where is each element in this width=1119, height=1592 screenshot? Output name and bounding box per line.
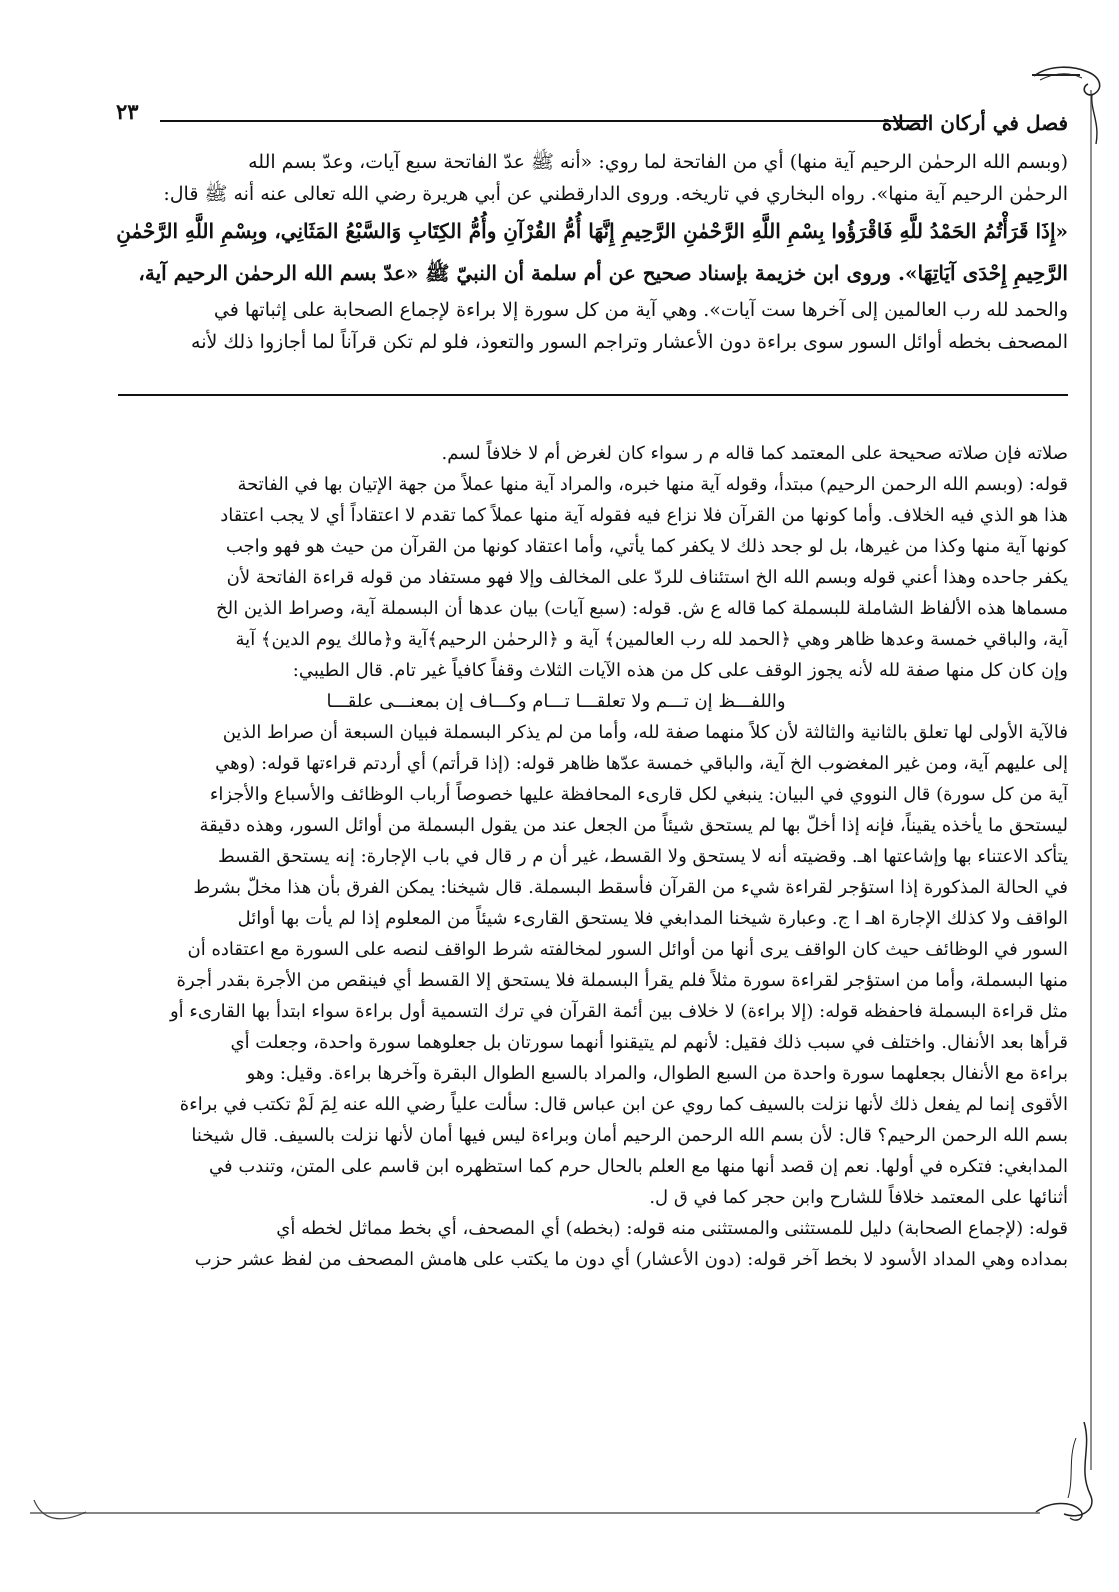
matn-line: الرحمٰن الرحيم آية منها». رواه البخاري في تاريخه. وروى الدارقطني عن أبي هريرة رضي الله تعالى عنه أنه ﷺ قال: [163, 183, 1068, 205]
matn-text-block [104, 146, 1068, 358]
page-number: ٢٣ [116, 99, 139, 124]
commentary-line: مسماها هذه الألفاظ الشاملة للبسملة كما قاله ع ش. قوله: (سبع آيات) بيان عدها أن البسملة آية، وصراط الذين الخ [216, 598, 1068, 619]
poem-verse: واللفـــظ إن تـــم ولا تعلقـــا تـــام وكـــاف إن بمعنـــى علقـــا [326, 691, 786, 712]
running-header [116, 95, 1068, 135]
commentary-line: ليستحق ما يأخذه يقيناً، فإنه إذا أخلّ بها لم يستحق شيئاً من الجعل عند من يقول البسملة من أوائل السور، وهذه دقيقة [199, 815, 1068, 836]
commentary-line: وإن كان كل منها صفة لله لأنه يجوز الوقف على كل من هذه الآيات الثلاث وقفاً كافياً غير تام. قال الطيبي: [292, 660, 1068, 681]
commentary-line: صلاته فإن صلاته صحيحة على المعتمد كما قاله م ر سواء كان لغرض أم لا خلافاً لسم. [441, 443, 1068, 464]
commentary-line: قوله: (لإجماع الصحابة) دليل للمستثنى والمستثنى منه قوله: (بخطه) أي المصحف، أي بخط مماثل لخطه أي [276, 1218, 1068, 1239]
commentary-line: كونها آية منها وكذا من غيرها، بل لو جحد ذلك لا يكفر كما يأتي، وأما اعتقاد كونها من القرآن من حيث هو فهو واجب [225, 536, 1068, 557]
commentary-line: قوله: (وبسم الله الرحمن الرحيم) مبتدأ، وقوله آية منها خبره، والمراد آية منها عملاً من جهة الإتيان بها في الفاتحة [237, 474, 1068, 495]
commentary-line: قرأها بعد الأنفال. واختلف في سبب ذلك فقيل: لأنهم لم يتيقنوا أنهما سورتان بل جعلوهما سورة واحدة، وجعلت أي [230, 1032, 1068, 1053]
frame-right-line [1090, 90, 1092, 1470]
commentary-line: السور في الوظائف حيث كان الواقف يرى أنها من أوائل السور لمخالفته شرط الواقف لنصه على السورة مع اعتقاده أن [187, 939, 1068, 960]
commentary-line: هذا هو الذي فيه الخلاف. وأما كونها من القرآن فلا نزاع فيه فقوله آية منها عملاً كما تقدم لا اعتقاداً أي لا يجب اعتقاد [220, 505, 1068, 526]
matn-line: (وبسم الله الرحمٰن الرحيم آية منها) أي من الفاتحة لما روي: «أنه ﷺ عدّ الفاتحة سبع آيات، وعدّ بسم الله [248, 151, 1068, 173]
commentary-line: إلى عليهم آية، ومن غير المغضوب الخ آية، والباقي خمسة عدّها ظاهر قوله: (إذا قرأتم) أي أردتم قراءتها قوله: (وهي [215, 753, 1068, 774]
commentary-line: أثنائها على المعتمد خلافاً للشارح وابن حجر كما في ق ل. [649, 1187, 1068, 1208]
corner-ornament-bottom-left [30, 1490, 90, 1530]
corner-ornament-bottom [1028, 1418, 1108, 1528]
commentary-line: في الحالة المذكورة إذا استؤجر لقراءة شيء من القرآن فأسقط البسملة. قال شيخنا: يمكن الفرق بأن هذا مخلّ بشرط [193, 877, 1068, 898]
commentary-line: منها البسملة، وأما من استؤجر لقراءة سورة مثلاً فلم يقرأ البسملة فلا يستحق إلا القسط أي فينقص من الأجرة بقدر أجرة [176, 970, 1068, 991]
matn-line: المصحف بخطه أوائل السور سوى براءة دون الأعشار وتراجم السور والتعوذ، فلو لم تكن قرآناً لما أجازوا ذلك لأنه [191, 331, 1068, 353]
matn-line: والحمد لله رب العالمين إلى آخرها ست آيات». وهي آية من كل سورة إلا براءة لإجماع الصحابة على إثباتها في [213, 299, 1068, 321]
commentary-text-block [104, 438, 1068, 1275]
commentary-line: فالآية الأولى لها تعلق بالثانية والثالثة لأن كلاً منهما صفة لله، وأما من لم يذكر البسملة فبيان السبعة أن صراط الذين [222, 722, 1068, 743]
commentary-line: آية من كل سورة) قال النووي في البيان: ينبغي لكل قارىء المحافظة عليها خصوصاً أرباب الوظائف والأسباع والأجزاء [209, 784, 1068, 805]
text-separator-rule [118, 394, 1068, 396]
frame-bottom-line [30, 1512, 1040, 1514]
header-rule [160, 120, 928, 122]
commentary-line: مثل قراءة البسملة فاحفظه قوله: (إلا براءة) لا خلاف بين أئمة القرآن في ترك التسمية أول براءة سواء ابتدأ بها القارىء أو [169, 1001, 1068, 1022]
commentary-line: الأقوى إنما لم يفعل ذلك لأنها نزلت بالسيف كما روي عن ابن عباس قال: سألت علياً رضي الله عنه لِمَ لَمْ تكتب في براءة [179, 1094, 1068, 1115]
commentary-line: بمداده وهي المداد الأسود لا بخط آخر قوله: (دون الأعشار) أي دون ما يكتب على هامش المصحف من لفظ عشر حزب [194, 1249, 1068, 1270]
commentary-line: يكفر جاحده وهذا أعني قوله وبسم الله الخ استئناف للردّ على المخالف وإلا فهو مستفاد من قوله قراءة الفاتحة لأن [226, 567, 1068, 588]
matn-line-quran: الرَّحِيمِ إِحْدَى آيَاتِهَا». وروى ابن خزيمة بإسناد صحيح عن أم سلمة أن النبيّ ﷺ «عدّ بسم الله الرحمٰن الرحيم آية، [138, 261, 1068, 285]
commentary-line: الواقف ولا كذلك الإجارة اهـ ا ج. وعبارة شيخنا المدابغي فلا يستحق القارىء شيئاً من المعلوم إذا لم يأت بها أوائل [237, 908, 1068, 929]
chapter-title: فصل في أركان الصلاة [881, 111, 1068, 135]
commentary-line: آية، والباقي خمسة وعدها ظاهر وهي ﴿الحمد لله رب العالمين﴾ آية و ﴿الرحمٰن الرحيم﴾آية و﴿مالك يوم الدين﴾ آية [235, 629, 1068, 650]
commentary-line: المدابغي: فتكره في أولها. نعم إن قصد أنها منها مع العلم بالحال حرم كما استظهره ابن قاسم على المتن، وتندب في [209, 1156, 1068, 1177]
matn-line-quran: «إِذَا قَرَأْتُمُ الحَمْدُ للَّهِ فَاقْرَؤُوا بِسْمِ اللَّهِ الرَّحْمٰنِ الرَّحِيمِ إِنَّهَا أُمُّ القُرْآنِ وأُمُّ الكِتَابِ وَالسَّبْعُ المَثَانِي، وبِسْمِ اللَّهِ الرَّحْمٰنِ [116, 219, 1068, 243]
commentary-line: يتأكد الاعتناء بها وإشاعتها اهـ. وقضيته أنه لا يستحق ولا القسط، غير أن م ر قال في باب الإجارة: إنه يستحق القسط [217, 846, 1068, 867]
commentary-line: بسم الله الرحمن الرحيم؟ قال: لأن بسم الله الرحمن الرحيم أمان وبراءة ليس فيها أمان لأنها نزلت بالسيف. قال شيخنا [191, 1125, 1068, 1146]
commentary-line: براءة مع الأنفال بجعلهما سورة واحدة من السبع الطوال، والمراد بالسبع الطوال البقرة وآخرها براءة. وقيل: وهو [246, 1063, 1068, 1084]
